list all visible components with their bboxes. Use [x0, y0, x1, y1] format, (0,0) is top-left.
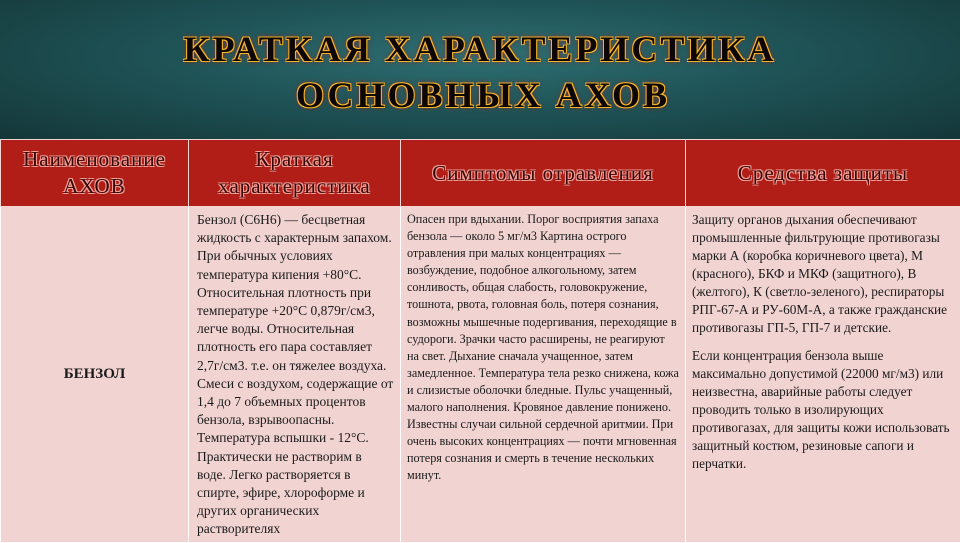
protection-text	[692, 211, 954, 538]
slide-title-line-1: КРАТКАЯ ХАРАКТЕРИСТИКА	[0, 26, 960, 72]
cell-protection	[686, 207, 960, 543]
symptoms-text: Опасен при вдыхании. Порог восприятия запаха бензола — около 5 мг/м3 Картина острого отравления при малых концентрациях — возбуждение, подобное алкогольному, затем сонливость, общая слабость, головокружение, тошнота, рвота, головная боль, потеря сознания, возможны мышечные подергивания, переходящие в судороги. Зрачки часто расширены, не реагируют на свет. Дыхание сначала учащенное, затем замедленное. Температура тела резко снижена, кожа и слизистые оболочки бледные. Пульс учащенный, малого наполнения. Кровяное давление понижено. Известны случаи сильной сердечной аритмии. При очень высоких концентрациях — почти мгновенная потеря сознания и смерть в течение нескольких минут.	[407, 211, 679, 538]
protection-paragraph-2: Если концентрация бензола выше максимально допустимой (22000 мг/м3) или неизвестна, аварийные работы следует проводить только в изолирующих противогазах, для защиты кожи использовать защитный костюм, резиновые сапоги и перчатки.	[692, 347, 954, 473]
cell-symptoms	[401, 207, 686, 543]
header-name: Наименование АХОВ	[1, 140, 189, 207]
cell-substance-name: БЕНЗОЛ	[1, 207, 189, 543]
slide-title-line-2: ОСНОВНЫХ АХОВ	[0, 72, 960, 118]
cell-description	[189, 207, 401, 543]
table-row	[1, 207, 960, 543]
description-text: Бензол (С6Н6) — бесцветная жидкость с характерным запахом. При обычных условиях температура кипения +80°С. Относительная плотность при температуре +20°С 0,879г/см3, легче воды. Относительная плотность его пара составляет 2,7г/см3. т.е. он тяжелее воздуха. Смеси с воздухом, содержащие от 1,4 до 7 объемных процентов бензола, взрывоопасны. Температура вспышки - 12°С. Практически не растворим в воде. Легко растворяется в спирте, эфире, хлороформе и других органических растворителях	[197, 211, 394, 538]
characteristics-table	[0, 139, 960, 543]
table-header-row	[1, 140, 960, 207]
protection-paragraph-1: Защиту органов дыхания обеспечивают промышленные фильтрующие противогазы марки А (коробка коричневого цвета), М (красного), БКФ и МКФ (защитного), В (желтого), К (светло-зеленого), респираторы РПГ-67-А и РУ-60М-А, а также гражданские противогазы ГП-5, ГП-7 и детские.	[692, 211, 954, 337]
header-symptoms: Симптомы отравления	[401, 140, 686, 207]
slide-title	[0, 26, 960, 118]
header-description: Краткая характеристика	[189, 140, 401, 207]
header-protection: Средства защиты	[686, 140, 960, 207]
